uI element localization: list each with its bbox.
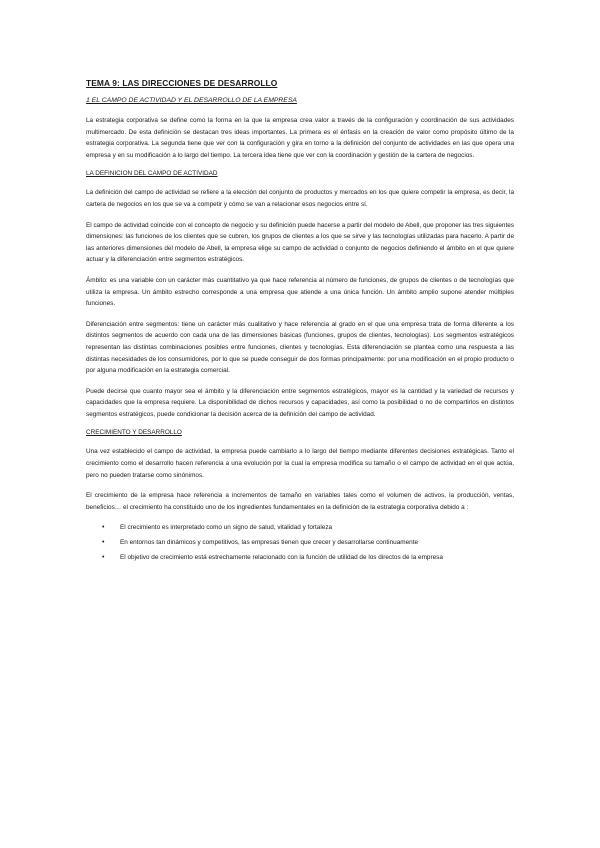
paragraph: El crecimiento de la empresa hace referencia a incrementos de tamaño en variables tales como el volumen de activos, la producción, ventas, beneficios… el crecimiento ha constituido uno de los ingredientes fundamentales en la definición de la estrategia corporativa debido a : xyxy=(86,492,514,511)
section-heading: 1 EL CAMPO DE ACTIVIDAD Y EL DESARROLLO DE LA EMPRESA xyxy=(86,97,297,104)
page-title: TEMA 9: LAS DIRECCIONES DE DESARROLLO xyxy=(86,78,278,88)
list-item: • El objetivo de crecimiento está estrechamente relacionado con la función de utilidad de los directos de la empresa xyxy=(120,552,514,564)
document-page xyxy=(86,78,514,566)
subheading-crecimiento: CRECIMIENTO Y DESARROLLO xyxy=(86,429,182,437)
paragraph: Ámbito: es una variable con un carácter más cuantitativo ya que hace referencia al número de funciones, de grupos de clientes o de tecnologías que utiliza la empresa. Un ámbito estrecho corresponde a una empresa que atiende a una única función. Un ámbito amplio supone atender múltiples funciones. xyxy=(86,276,514,308)
intro-paragraph: La estrategia corporativa se define como la forma en la que la empresa crea valor a través de la configuración y coordinación de sus actividades multimercado. De esta definición se destacan tres ideas importantes. La primera es el énfasis en la creación de valor como propósito último de la estrategia corporativa. La segunda tiene que ver con la configuración y gira en torno a la definición del conjunto de actividades en las que opera una empresa y en su modificación a lo largo del tiempo. La tercera idea tiene que ver con la coordinación y gestión de la cartera de negocios. xyxy=(86,117,514,159)
subheading-definicion: LA DEFINICION DEL CAMPO DE ACTIVIDAD xyxy=(86,170,218,178)
paragraph: Puede decirse que cuanto mayor sea el ámbito y la diferenciación entre segmentos estratégicos, mayor es la cantidad y la variedad de recursos y capacidades que la empresa requiere. La disponibilidad de dichos recursos y capacidades, así como la posibilidad o no de compartirlos en distintos segmentos estratégicos, puede condicionar la decisión acerca de la definición del campo de actividad. xyxy=(86,387,514,418)
bullet-list xyxy=(86,522,514,563)
list-item: • En entornos tan dinámicos y competitivos, las empresas tienen que crecer y desarrollarse continuamente xyxy=(120,537,514,549)
paragraph: Una vez establecido el campo de actividad, la empresa puede cambiarlo a lo largo del tiempo mediante diferentes decisiones estratégicas. Tanto el crecimiento como el desarrollo hacen referencia a una evolución por la cual la empresa modifica su tamaño o el campo de actividad en el que actúa, pero no pueden tratarse como sinónimos. xyxy=(86,448,514,479)
paragraph: La definición del campo de actividad se refiere a la elección del conjunto de productos y mercados en los que quiere competir la empresa, es decir, la cartera de negocios en los que se va a competir y cómo se van a relacionar esos negocios entre sí. xyxy=(86,189,514,208)
list-item: • El crecimiento es interpretado como un signo de salud, vitalidad y fortaleza xyxy=(120,522,514,534)
paragraph: Diferenciación entre segmentos: tiene un carácter más cualitativo y hace referencia al grado en el que una empresa trata de forma diferente a los distintos segmentos de acuerdo con cada una de las dimensiones básicas (funciones, grupos de clientes, tecnologías). Los segmentos estratégicos representan las distintas combinaciones posibles entre funciones, clientes y tecnologías. Esta diferenciación se plantea como una respuesta a las distintas necesidades de los consumidores, por lo que se puede conseguir de dos formas principalmente: por una modificación en el propio producto o por alguna modificación en la estrategia comercial. xyxy=(86,320,514,375)
paragraph: El campo de actividad coincide con el concepto de negocio y su definición puede hacerse a partir del modelo de Abell, que proponer las tres siguientes dimensiones: las funciones de los clientes que se cubren, los grupos de clientes a los que se sirve y las tecnologías utilizadas para hacerlo. A partir de las anteriores dimensiones del modelo de Abell, la empresa elige su campo de actividad o conjunto de negocios definiendo el ámbito en el que quiere actuar y la diferenciación entre segmentos estratégicos. xyxy=(86,221,514,264)
